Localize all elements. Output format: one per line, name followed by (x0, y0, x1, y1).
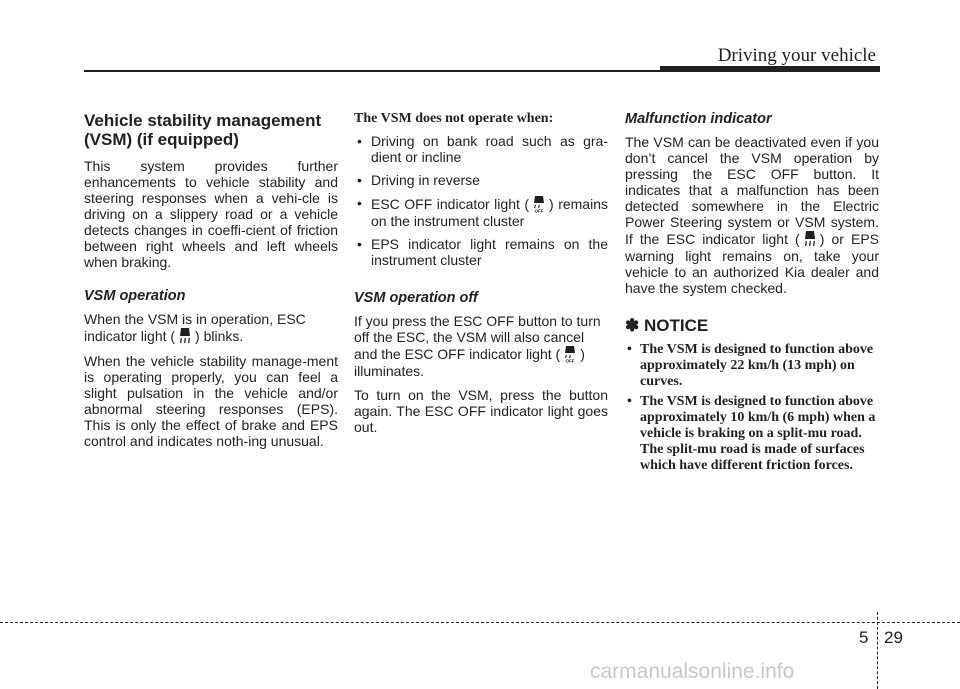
list-item: • ESC OFF indicator light ( OFF ) remains on the instrument cluster (357, 195, 608, 229)
not-operate-heading: The VSM does not operate when: (354, 111, 554, 126)
text-run: ) illuminates. (354, 346, 585, 379)
vsm-operation-off-heading: VSM operation off (354, 290, 478, 306)
list-item: • EPS indicator light remains on the instrument cluster (357, 236, 608, 268)
text-run: The VSM is designed to function above approximately 10 km/h (6 mph) when a vehicle is braking on a split-mu road. The split-mu road is made of surfaces which have different friction forces. (640, 394, 876, 473)
esc-off-indicator-icon (532, 195, 546, 213)
esc-indicator-icon (803, 230, 817, 248)
section-title-line-2: (VSM) (if equipped) (84, 130, 239, 149)
notice-list (625, 342, 879, 474)
section-title (84, 111, 338, 149)
list-item: • Driving in reverse (357, 172, 480, 188)
column-2 (354, 111, 608, 443)
column-3 (625, 111, 879, 478)
list-item: • The VSM is designed to function above approximately 22 km/h (13 mph) on curves. (627, 342, 874, 389)
notice-icon: ✽ (625, 316, 640, 335)
section-title-line-1: Vehicle stability management (84, 111, 322, 130)
footer-rule (0, 622, 960, 623)
notice-label: NOTICE (643, 316, 709, 335)
text-run: If you press the ESC OFF button to turn off the ESC, the VSM will also cancel and the ESC OFF indicator light ( (354, 313, 601, 362)
text-run: When the VSM is in operation, ESC indicator light ( (84, 311, 306, 344)
svg-text:OFF: OFF (534, 208, 544, 213)
malfunction-paragraph (625, 134, 879, 296)
text-run: The VSM is designed to function above approximately 22 km/h (13 mph) on curves. (640, 342, 874, 389)
chapter-number: 5 (859, 628, 869, 647)
list-item: • Driving on bank road such as gra-dient or incline (357, 133, 608, 165)
text-run: Driving in reverse (371, 172, 480, 188)
page-number: 29 (884, 628, 903, 647)
notice-heading (625, 316, 879, 336)
footer-divider (877, 612, 878, 689)
text-run: EPS indicator light remains on the instrument cluster (371, 236, 608, 268)
text-run: Driving on bank road such as gra-dient or incline (371, 133, 608, 165)
text-run: ) or EPS warning light remains on, take your vehicle to an authorized Kia dealer and have the system checked. (625, 231, 879, 296)
text-run: The VSM can be deactivated even if you don’t cancel the VSM operation by pressing the ESC OFF button. It indicates that a malfunction has been detected somewhere in the Electric Power Steering system or VSM system. If the ESC indicator light ( (625, 134, 879, 247)
column-1 (84, 111, 338, 457)
text-run: ESC OFF indicator light ( (371, 196, 530, 212)
esc-indicator-icon (178, 327, 192, 345)
svg-text:OFF: OFF (565, 358, 575, 363)
vsm-operation-heading: VSM operation (84, 288, 186, 304)
intro-paragraph: This system provides further enhancements to vehicle stability and steering responses when a vehi-cle is driving on a slippery road or a vehicle detects changes in coeffi-cient of friction between right wheels and left wheels when braking. (84, 158, 338, 270)
vsm-off-paragraph-2: To turn on the VSM, press the button again. The ESC OFF indicator light goes out. (354, 387, 608, 435)
vsm-off-paragraph-1 (354, 313, 608, 379)
header-title: Driving your vehicle (717, 45, 876, 66)
not-operate-list (354, 133, 608, 268)
vsm-operation-paragraph-1 (84, 311, 338, 345)
text-run: ) remains on the instrument cluster (371, 196, 608, 229)
list-item: • The VSM is designed to function above approximately 10 km/h (6 mph) when a vehicle is braking on a split-mu road. The split-mu road is made of surfaces which have different friction forces. (627, 394, 876, 473)
header-tab (660, 66, 880, 72)
vsm-operation-paragraph-2: When the vehicle stability manage-ment is operating properly, you can feel a slight pulsation in the vehicle and/or abnormal steering responses (EPS). This is only the effect of brake and EPS control and indicates noth-ing unusual. (84, 353, 338, 449)
malfunction-heading: Malfunction indicator (625, 111, 772, 127)
text-run: ) blinks. (195, 328, 244, 344)
esc-off-indicator-icon (563, 345, 577, 363)
watermark: carmanualsonline.info (590, 660, 795, 683)
